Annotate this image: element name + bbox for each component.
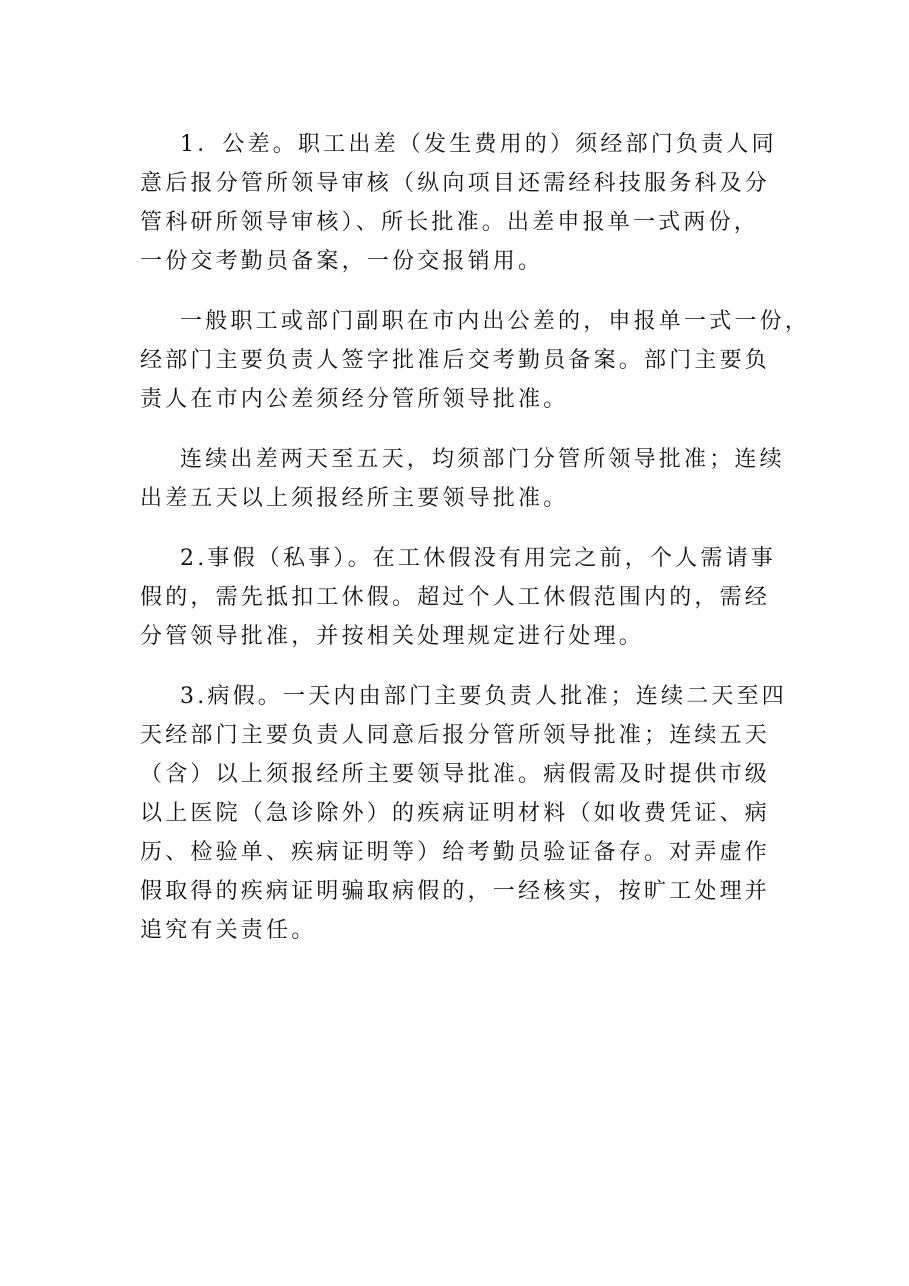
text-line: 出差五天以上须报经所主要领导批准。: [140, 486, 569, 511]
text-line: 追究有关责任。: [140, 918, 317, 943]
text-line: 假的，需先抵扣工休假。超过个人工休假范围内的，需经: [140, 585, 771, 610]
text-line: 分管领导批准，并按相关处理规定进行处理。: [140, 624, 645, 649]
text-line: 一份交考勤员备案，一份交报销用。: [140, 249, 544, 274]
text-line: 管科研所领导审核）、所长批准。出差申报单一式两份，: [140, 210, 760, 235]
text-line: 经部门主要负责人签字批准后交考勤员备案。部门主要负: [140, 348, 771, 373]
text-line: 3.病假。一天内由部门主要负责人批准；连续二天至四: [180, 684, 787, 709]
paragraph-consecutive-trip: [140, 440, 785, 518]
paragraph-personal-leave: [140, 539, 780, 656]
text-line: 假取得的疾病证明骗取病假的，一经核实，按旷工处理并: [140, 879, 771, 904]
paragraph-local-trip: [140, 302, 811, 419]
text-line: 意后报分管所领导审核（纵向项目还需经科技服务科及分: [140, 171, 771, 196]
text-line: 天经部门主要负责人同意后报分管所领导批准；连续五天: [140, 723, 771, 748]
text-line: 2.事假（私事）。在工休假没有用完之前，个人需请事: [180, 546, 776, 571]
text-line: （含）以上须报经所主要领导批准。病假需及时提供市级: [140, 762, 771, 787]
document-body: [140, 125, 811, 971]
text-line: 一般职工或部门副职在市内出公差的，申报单一式一份，: [180, 309, 811, 334]
text-line: 历、检验单、疾病证明等）给考勤员验证备存。对弄虚作: [140, 840, 771, 865]
text-line: 责人在市内公差须经分管所领导批准。: [140, 387, 569, 412]
text-line: 1．公差。职工出差（发生费用的）须经部门负责人同: [180, 132, 777, 157]
paragraph-business-trip: [140, 125, 780, 281]
text-line: 以上医院（急诊除外）的疾病证明材料（如收费凭证、病: [140, 801, 771, 826]
paragraph-sick-leave: [140, 677, 787, 950]
text-line: 连续出差两天至五天，均须部门分管所领导批准；连续: [180, 447, 785, 472]
